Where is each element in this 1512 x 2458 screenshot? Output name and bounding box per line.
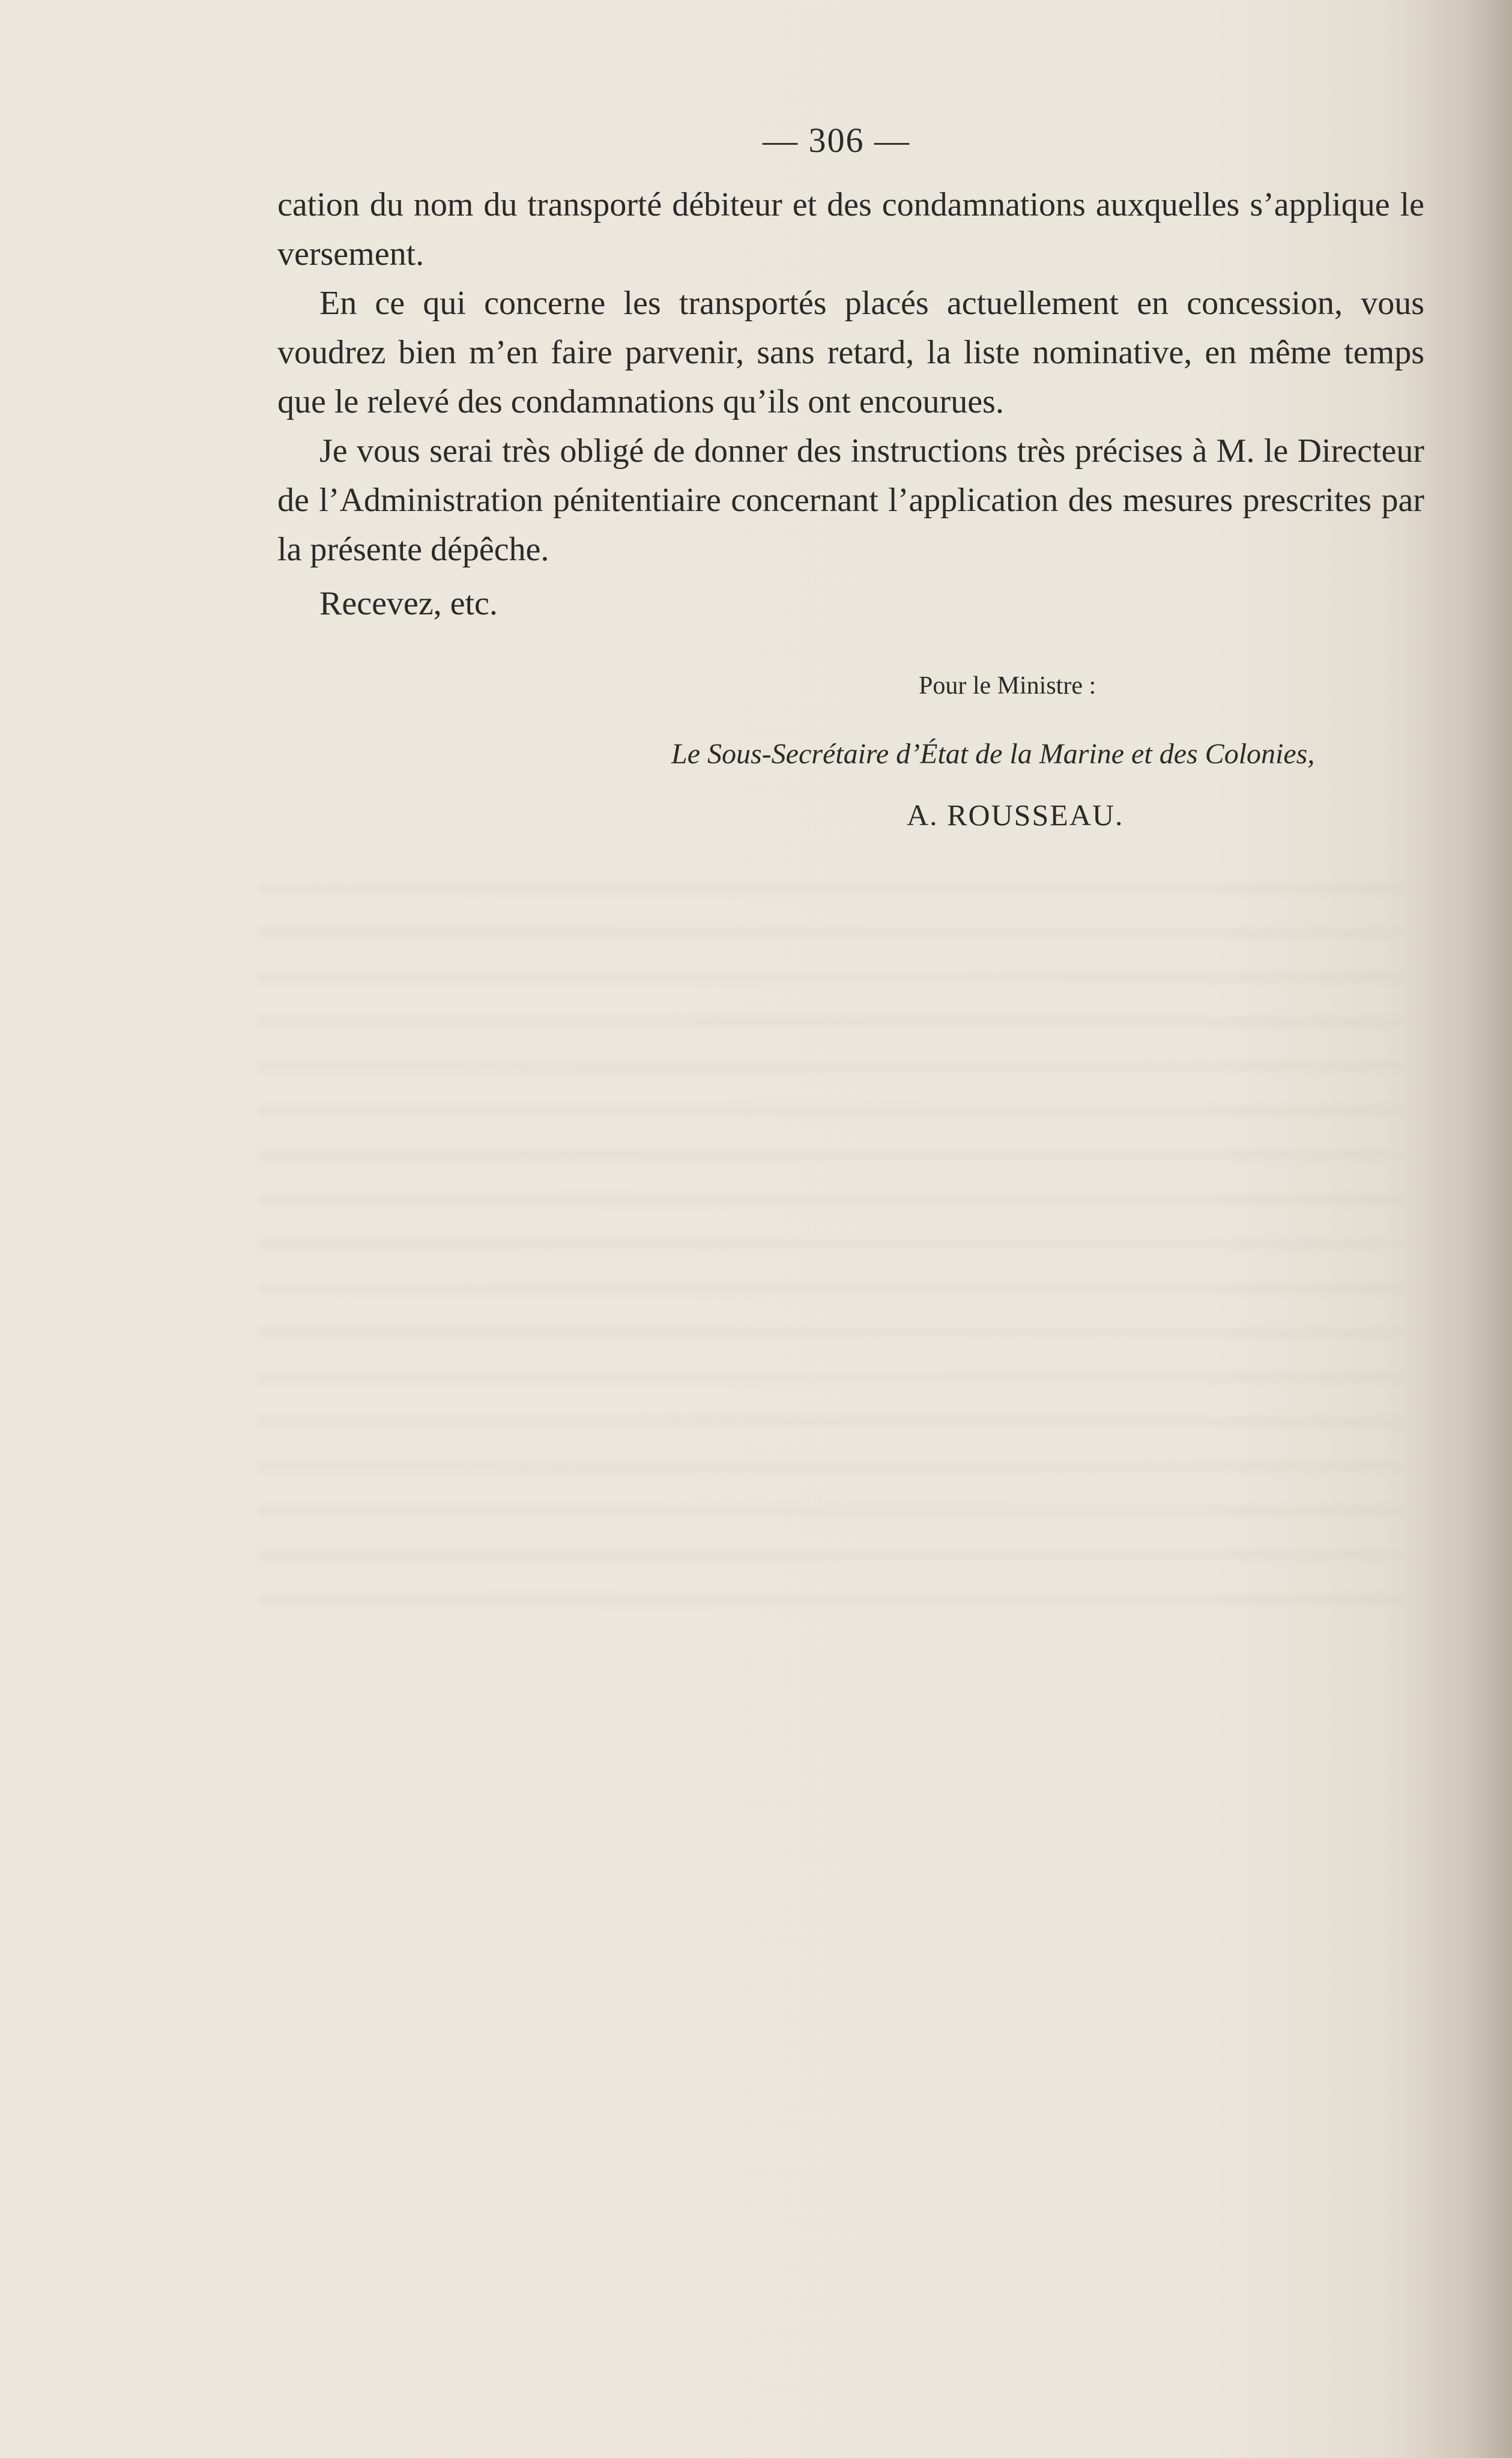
signature-title: Le Sous-Secrétaire d’État de la Marine et des Colonies, (671, 738, 1315, 770)
paragraph-2: En ce qui concerne les transportés placés actuellement en concession, vous voudrez bien m’en faire parvenir, sans retard, la liste nominative, en même temps que le relevé des condamnations qu’ils ont encourues. (277, 285, 1424, 420)
letter-body (277, 180, 1424, 628)
closing-formula: Recevez, etc. (319, 585, 498, 622)
page-number: — 306 — (763, 121, 910, 160)
signature-for-line: Pour le Ministre : (919, 672, 1096, 700)
bleed-through-texture (258, 853, 1399, 1633)
paragraph-3: Je vous serai très obligé de donner des instructions très précises à M. le Directeur de l’Administration pénitentiaire concernant l’application des mesures prescrites par la présente dépêche. (277, 432, 1424, 568)
paragraph-1: cation du nom du transporté débiteur et des condamnations auxquelles s’applique le versement. (277, 186, 1424, 273)
signature-name: A. ROUSSEAU. (907, 798, 1124, 832)
